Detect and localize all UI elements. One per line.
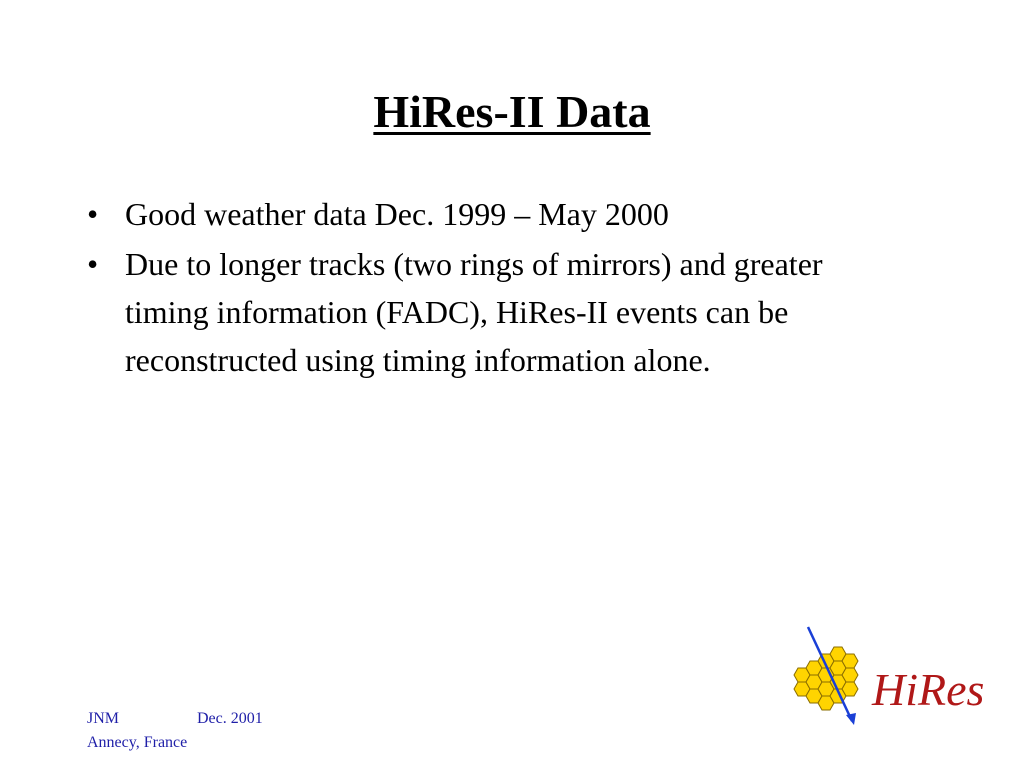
slide-title-text: HiRes-II Data xyxy=(373,86,651,137)
arrow-head-icon xyxy=(846,713,856,725)
bullet-list xyxy=(87,190,907,386)
footer xyxy=(87,707,263,755)
logo-text: HiRes xyxy=(872,664,985,715)
footer-location: Annecy, France xyxy=(87,734,188,751)
bullet-marker: • xyxy=(87,196,99,232)
slide-title xyxy=(0,82,1024,142)
bullet-item xyxy=(87,240,907,384)
hexagon-cell xyxy=(842,668,858,682)
footer-date: Dec. 2001 xyxy=(197,710,263,727)
bullet-text: Due to longer tracks (two rings of mirrors) and greater timing information (FADC), HiRes-II events can be reconstructed using timing information alone. xyxy=(125,246,823,378)
bullet-item xyxy=(87,190,907,238)
hexagon-cluster-icon xyxy=(794,647,858,710)
footer-row xyxy=(87,707,263,731)
footer-author: JNM xyxy=(87,710,120,727)
hexagon-cell xyxy=(842,682,858,696)
bullet-marker: • xyxy=(87,246,99,282)
bullet-text: Good weather data Dec. 1999 – May 2000 xyxy=(125,196,669,232)
hexagon-cell xyxy=(842,654,858,668)
hires-logo xyxy=(790,625,1000,730)
